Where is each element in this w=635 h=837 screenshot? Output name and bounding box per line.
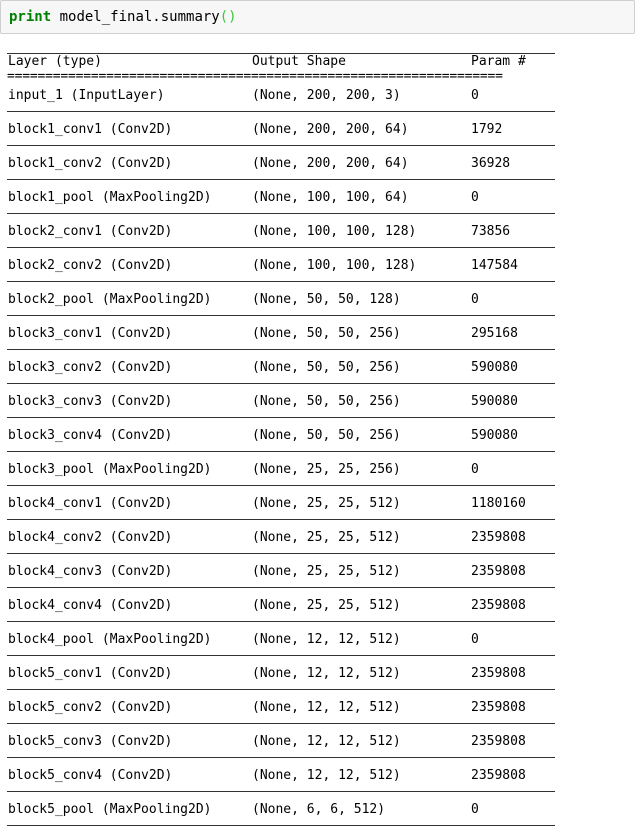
param-count: 0 <box>471 802 479 817</box>
output-shape: (None, 12, 12, 512) <box>252 734 401 749</box>
output-shape: (None, 100, 100, 128) <box>252 258 417 273</box>
layer-name: block4_conv2 (Conv2D) <box>8 530 173 545</box>
call-parens: () <box>219 9 237 25</box>
layer-name: block4_conv1 (Conv2D) <box>8 496 173 511</box>
param-count: 2359808 <box>471 666 526 681</box>
layer-name: input_1 (InputLayer) <box>8 88 165 103</box>
row-separator <box>7 553 555 554</box>
row-separator <box>7 213 555 214</box>
header-param-count: Param # <box>471 54 526 69</box>
output-shape: (None, 12, 12, 512) <box>252 768 401 783</box>
row-separator <box>7 417 555 418</box>
output-shape: (None, 25, 25, 256) <box>252 462 401 477</box>
output-shape: (None, 50, 50, 256) <box>252 428 401 443</box>
code-line[interactable] <box>9 8 237 26</box>
param-count: 0 <box>471 292 479 307</box>
row-separator <box>7 485 555 486</box>
row-separator <box>7 621 555 622</box>
row-separator <box>7 689 555 690</box>
param-count: 2359808 <box>471 700 526 715</box>
header-double-rule: ================================================================= <box>7 72 503 82</box>
row-separator <box>7 791 555 792</box>
layer-name: block2_conv2 (Conv2D) <box>8 258 173 273</box>
param-count: 590080 <box>471 428 518 443</box>
code-input-cell[interactable] <box>0 0 635 34</box>
param-count: 295168 <box>471 326 518 341</box>
output-shape: (None, 25, 25, 512) <box>252 598 401 613</box>
row-separator <box>7 723 555 724</box>
row-separator <box>7 519 555 520</box>
model-summary-output <box>0 34 635 837</box>
layer-name: block1_conv2 (Conv2D) <box>8 156 173 171</box>
layer-name: block2_pool (MaxPooling2D) <box>8 292 212 307</box>
param-count: 2359808 <box>471 598 526 613</box>
row-separator <box>7 145 555 146</box>
param-count: 2359808 <box>471 564 526 579</box>
layer-name: block5_conv3 (Conv2D) <box>8 734 173 749</box>
param-count: 73856 <box>471 224 511 239</box>
param-count: 0 <box>471 632 479 647</box>
header-output-shape: Output Shape <box>252 54 346 69</box>
layer-name: block5_pool (MaxPooling2D) <box>8 802 212 817</box>
layer-name: block5_conv4 (Conv2D) <box>8 768 173 783</box>
layer-name: block3_pool (MaxPooling2D) <box>8 462 212 477</box>
output-shape: (None, 50, 50, 256) <box>252 360 401 375</box>
row-separator <box>7 451 555 452</box>
output-shape: (None, 200, 200, 64) <box>252 156 409 171</box>
layer-name: block3_conv4 (Conv2D) <box>8 428 173 443</box>
header-layer-type: Layer (type) <box>8 54 102 69</box>
output-shape: (None, 50, 50, 128) <box>252 292 401 307</box>
param-count: 147584 <box>471 258 518 273</box>
layer-name: block4_conv3 (Conv2D) <box>8 564 173 579</box>
output-shape: (None, 25, 25, 512) <box>252 496 401 511</box>
row-separator <box>7 757 555 758</box>
row-separator <box>7 655 555 656</box>
param-count: 2359808 <box>471 530 526 545</box>
output-shape: (None, 200, 200, 3) <box>252 88 401 103</box>
row-separator <box>7 349 555 350</box>
layer-name: block3_conv3 (Conv2D) <box>8 394 173 409</box>
row-separator <box>7 383 555 384</box>
layer-name: block3_conv1 (Conv2D) <box>8 326 173 341</box>
output-shape: (None, 50, 50, 256) <box>252 394 401 409</box>
row-separator <box>7 825 555 826</box>
layer-name: block5_conv1 (Conv2D) <box>8 666 173 681</box>
print-keyword: print <box>9 9 52 25</box>
layer-name: block1_conv1 (Conv2D) <box>8 122 173 137</box>
param-count: 590080 <box>471 394 518 409</box>
row-separator <box>7 247 555 248</box>
param-count: 0 <box>471 88 479 103</box>
param-count: 2359808 <box>471 734 526 749</box>
row-separator <box>7 179 555 180</box>
param-count: 0 <box>471 190 479 205</box>
param-count: 2359808 <box>471 768 526 783</box>
output-shape: (None, 100, 100, 128) <box>252 224 417 239</box>
row-separator <box>7 315 555 316</box>
param-count: 1180160 <box>471 496 526 511</box>
output-shape: (None, 100, 100, 64) <box>252 190 409 205</box>
output-shape: (None, 50, 50, 256) <box>252 326 401 341</box>
output-shape: (None, 12, 12, 512) <box>252 700 401 715</box>
summary-call: model_final.summary <box>59 9 220 25</box>
layer-name: block5_conv2 (Conv2D) <box>8 700 173 715</box>
layer-name: block3_conv2 (Conv2D) <box>8 360 173 375</box>
row-separator <box>7 281 555 282</box>
param-count: 36928 <box>471 156 511 171</box>
param-count: 0 <box>471 462 479 477</box>
layer-name: block4_conv4 (Conv2D) <box>8 598 173 613</box>
output-shape: (None, 25, 25, 512) <box>252 564 401 579</box>
param-count: 1792 <box>471 122 503 137</box>
layer-name: block1_pool (MaxPooling2D) <box>8 190 212 205</box>
output-shape: (None, 200, 200, 64) <box>252 122 409 137</box>
row-separator <box>7 111 555 112</box>
output-shape: (None, 6, 6, 512) <box>252 802 386 817</box>
layer-name: block4_pool (MaxPooling2D) <box>8 632 212 647</box>
row-separator <box>7 587 555 588</box>
output-shape: (None, 12, 12, 512) <box>252 632 401 647</box>
output-shape: (None, 12, 12, 512) <box>252 666 401 681</box>
param-count: 590080 <box>471 360 518 375</box>
output-shape: (None, 25, 25, 512) <box>252 530 401 545</box>
layer-name: block2_conv1 (Conv2D) <box>8 224 173 239</box>
